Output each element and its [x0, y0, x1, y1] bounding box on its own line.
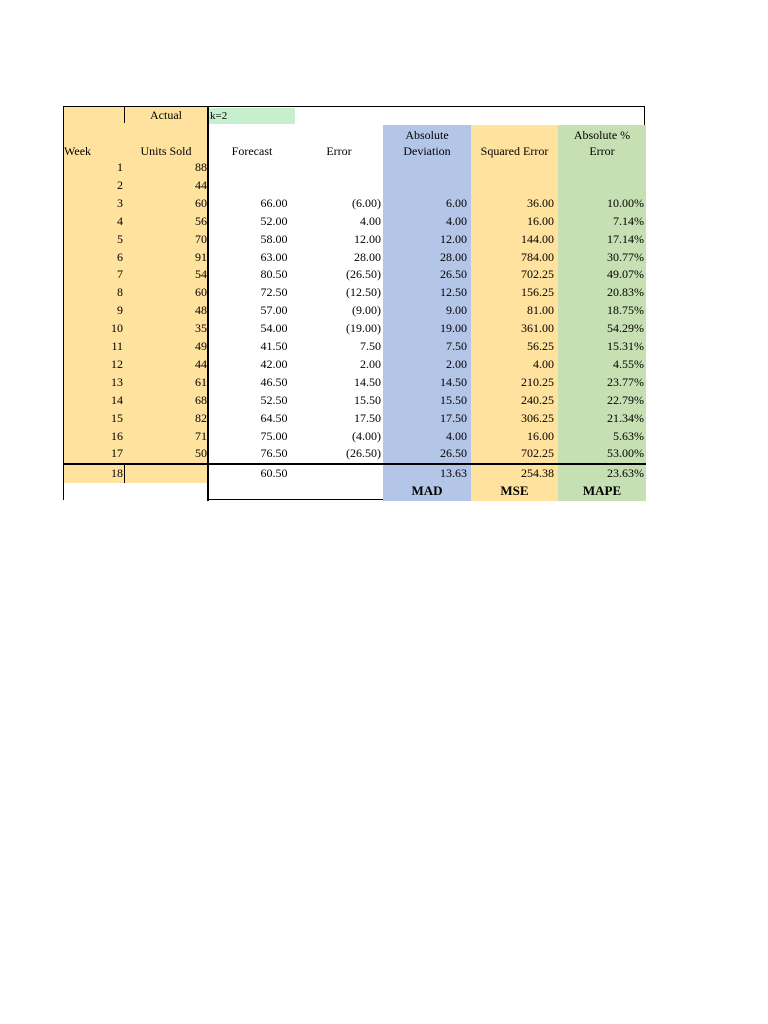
cell-units: 68: [195, 392, 207, 407]
cell-abs-dev: 7.50: [446, 339, 467, 353]
cell-forecast: 80.50: [260, 267, 288, 282]
cell-week: 5: [117, 231, 123, 246]
cell-forecast: 52.50: [260, 392, 288, 407]
cell-error: (9.00): [352, 303, 381, 318]
cell-abs-pct: 54.29%: [607, 321, 644, 336]
cell-week: 17: [111, 446, 123, 461]
cell-forecast: 75.00: [260, 428, 288, 443]
cell-abs-dev: 4.00: [446, 213, 467, 228]
cell-sq-err: 702.25: [521, 267, 554, 282]
cell-abs-pct: 15.31%: [607, 339, 644, 353]
units-sold-header: Units Sold: [140, 144, 192, 158]
cell-units: 49: [195, 339, 207, 353]
cell-sq-err: 210.25: [521, 374, 554, 389]
cell-forecast: 57.00: [260, 303, 288, 318]
cell-week: 6: [117, 249, 123, 264]
cell-abs-pct: 10.00%: [607, 195, 644, 210]
cell-week: 3: [117, 195, 123, 210]
cell-abs-dev: 2.00: [446, 356, 467, 371]
cell-abs-pct: 7.14%: [613, 213, 644, 228]
cell-forecast: 64.50: [260, 410, 288, 425]
cell-sq-err: 306.25: [521, 410, 554, 425]
cell-error: (26.50): [346, 446, 381, 461]
cell-error: 7.50: [360, 339, 381, 353]
cell-week: 13: [111, 374, 123, 389]
cell-abs-pct: 5.63%: [613, 428, 644, 443]
cell-week: 8: [117, 285, 123, 300]
cell-abs-dev: 26.50: [440, 267, 467, 282]
cell-units: 71: [195, 428, 207, 443]
cell-week: 11: [111, 339, 123, 353]
cell-units: 44: [195, 177, 207, 192]
cell-sq-err: 361.00: [521, 321, 554, 336]
error-header: Error: [326, 144, 352, 158]
cell-week: 1: [117, 160, 123, 174]
cell-sq-err: 702.25: [521, 446, 554, 461]
cell-week: 12: [111, 356, 123, 371]
cell-forecast: 58.00: [260, 231, 288, 246]
cell-forecast: 63.00: [260, 249, 288, 264]
summary-mad-value: 13.63: [440, 466, 467, 480]
cell-abs-dev: 14.50: [440, 374, 467, 389]
cell-error: 12.00: [354, 231, 381, 246]
cell-forecast: 46.50: [260, 374, 288, 389]
cell-abs-pct: 18.75%: [607, 303, 644, 318]
cell-forecast: 54.00: [260, 321, 288, 336]
cell-error: (19.00): [346, 321, 381, 336]
cell-week: 2: [117, 177, 123, 192]
k-label: k=2: [210, 110, 228, 122]
cell-units: 44: [195, 356, 207, 371]
forecast-header: Forecast: [231, 144, 273, 158]
cell-units: 91: [195, 249, 207, 264]
cell-error: 14.50: [354, 374, 381, 389]
cell-units: 61: [195, 374, 207, 389]
mse-label: MSE: [500, 483, 529, 498]
cell-abs-pct: 53.00%: [607, 446, 644, 461]
summary-top-border: [64, 463, 646, 465]
cell-abs-pct: 30.77%: [607, 249, 644, 264]
abs-pct-header-line1: Absolute %: [573, 128, 631, 142]
cell-week: 15: [111, 410, 123, 425]
cell-sq-err: 36.00: [527, 195, 554, 210]
cell-sq-err: 4.00: [533, 356, 554, 371]
cell-sq-err: 144.00: [521, 231, 554, 246]
cell-abs-dev: 6.00: [446, 195, 467, 210]
cell-abs-dev: 12.00: [440, 231, 467, 246]
cell-units: 88: [195, 160, 207, 174]
summary-week: 18: [111, 466, 123, 480]
cell-forecast: 41.50: [260, 339, 288, 353]
cell-error: 15.50: [354, 392, 381, 407]
cell-abs-dev: 12.50: [440, 285, 467, 300]
cell-forecast: 76.50: [260, 446, 288, 461]
cell-abs-dev: 17.50: [440, 410, 467, 425]
cell-units: 35: [195, 321, 207, 336]
mad-label: MAD: [411, 483, 443, 498]
abs-pct-header-line2: Error: [589, 144, 615, 158]
cell-sq-err: 56.25: [527, 339, 554, 353]
units-left-border: [124, 107, 125, 123]
cell-sq-err: 784.00: [521, 249, 554, 264]
cell-abs-pct: 23.77%: [607, 374, 644, 389]
cell-sq-err: 16.00: [527, 213, 554, 228]
cell-units: 48: [195, 303, 207, 318]
summary-forecast: 60.50: [260, 466, 288, 480]
cell-units: 70: [195, 231, 207, 246]
cell-week: 4: [117, 213, 123, 228]
abs-dev-header-line2: Deviation: [403, 144, 451, 158]
cell-abs-pct: 22.79%: [607, 392, 644, 407]
cell-error: 28.00: [354, 249, 381, 264]
actual-header: Actual: [150, 108, 182, 122]
cell-week: 14: [111, 392, 123, 407]
cell-error: (12.50): [346, 285, 381, 300]
cell-units: 56: [195, 213, 207, 228]
cell-forecast: 72.50: [260, 285, 288, 300]
cell-units: 82: [195, 410, 207, 425]
footer-blank: [64, 483, 207, 500]
forecast-table: [63, 106, 645, 500]
cell-error: 4.00: [360, 213, 381, 228]
cell-abs-dev: 19.00: [440, 321, 467, 336]
cell-error: (6.00): [352, 195, 381, 210]
cell-units: 60: [195, 195, 207, 210]
cell-week: 10: [111, 321, 123, 336]
cell-abs-pct: 21.34%: [607, 410, 644, 425]
cell-abs-pct: 4.55%: [613, 356, 644, 371]
cell-abs-dev: 28.00: [440, 249, 467, 264]
week-header: Week: [64, 144, 92, 158]
cell-sq-err: 156.25: [521, 285, 554, 300]
cell-error: 2.00: [360, 356, 381, 371]
cell-sq-err: 16.00: [527, 428, 554, 443]
cell-forecast: 52.00: [260, 213, 288, 228]
cell-week: 7: [117, 267, 123, 282]
cell-forecast: 66.00: [260, 195, 288, 210]
cell-error: (26.50): [346, 267, 381, 282]
cell-abs-dev: 4.00: [446, 428, 467, 443]
cell-week: 16: [111, 428, 123, 443]
cell-units: 50: [195, 446, 207, 461]
cell-abs-pct: 49.07%: [607, 267, 644, 282]
summary-mse-value: 254.38: [521, 466, 554, 480]
cell-sq-err: 240.25: [521, 392, 554, 407]
cell-abs-dev: 9.00: [446, 303, 467, 318]
cell-error: (4.00): [352, 428, 381, 443]
units-left-border-lower: [124, 465, 125, 483]
cell-week: 9: [117, 303, 123, 318]
sq-err-header: Squared Error: [480, 144, 549, 158]
cell-abs-dev: 15.50: [440, 392, 467, 407]
cell-sq-err: 81.00: [527, 303, 554, 318]
cell-abs-pct: 20.83%: [607, 285, 644, 300]
mape-label: MAPE: [582, 483, 622, 498]
cell-forecast: 42.00: [260, 356, 288, 371]
cell-abs-pct: 17.14%: [607, 231, 644, 246]
units-right-border: [207, 107, 209, 501]
summary-mape-value: 23.63%: [607, 466, 644, 480]
cell-units: 60: [195, 285, 207, 300]
cell-units: 54: [195, 267, 207, 282]
cell-abs-dev: 26.50: [440, 446, 467, 461]
abs-dev-header-line1: Absolute: [405, 128, 449, 142]
cell-error: 17.50: [354, 410, 381, 425]
